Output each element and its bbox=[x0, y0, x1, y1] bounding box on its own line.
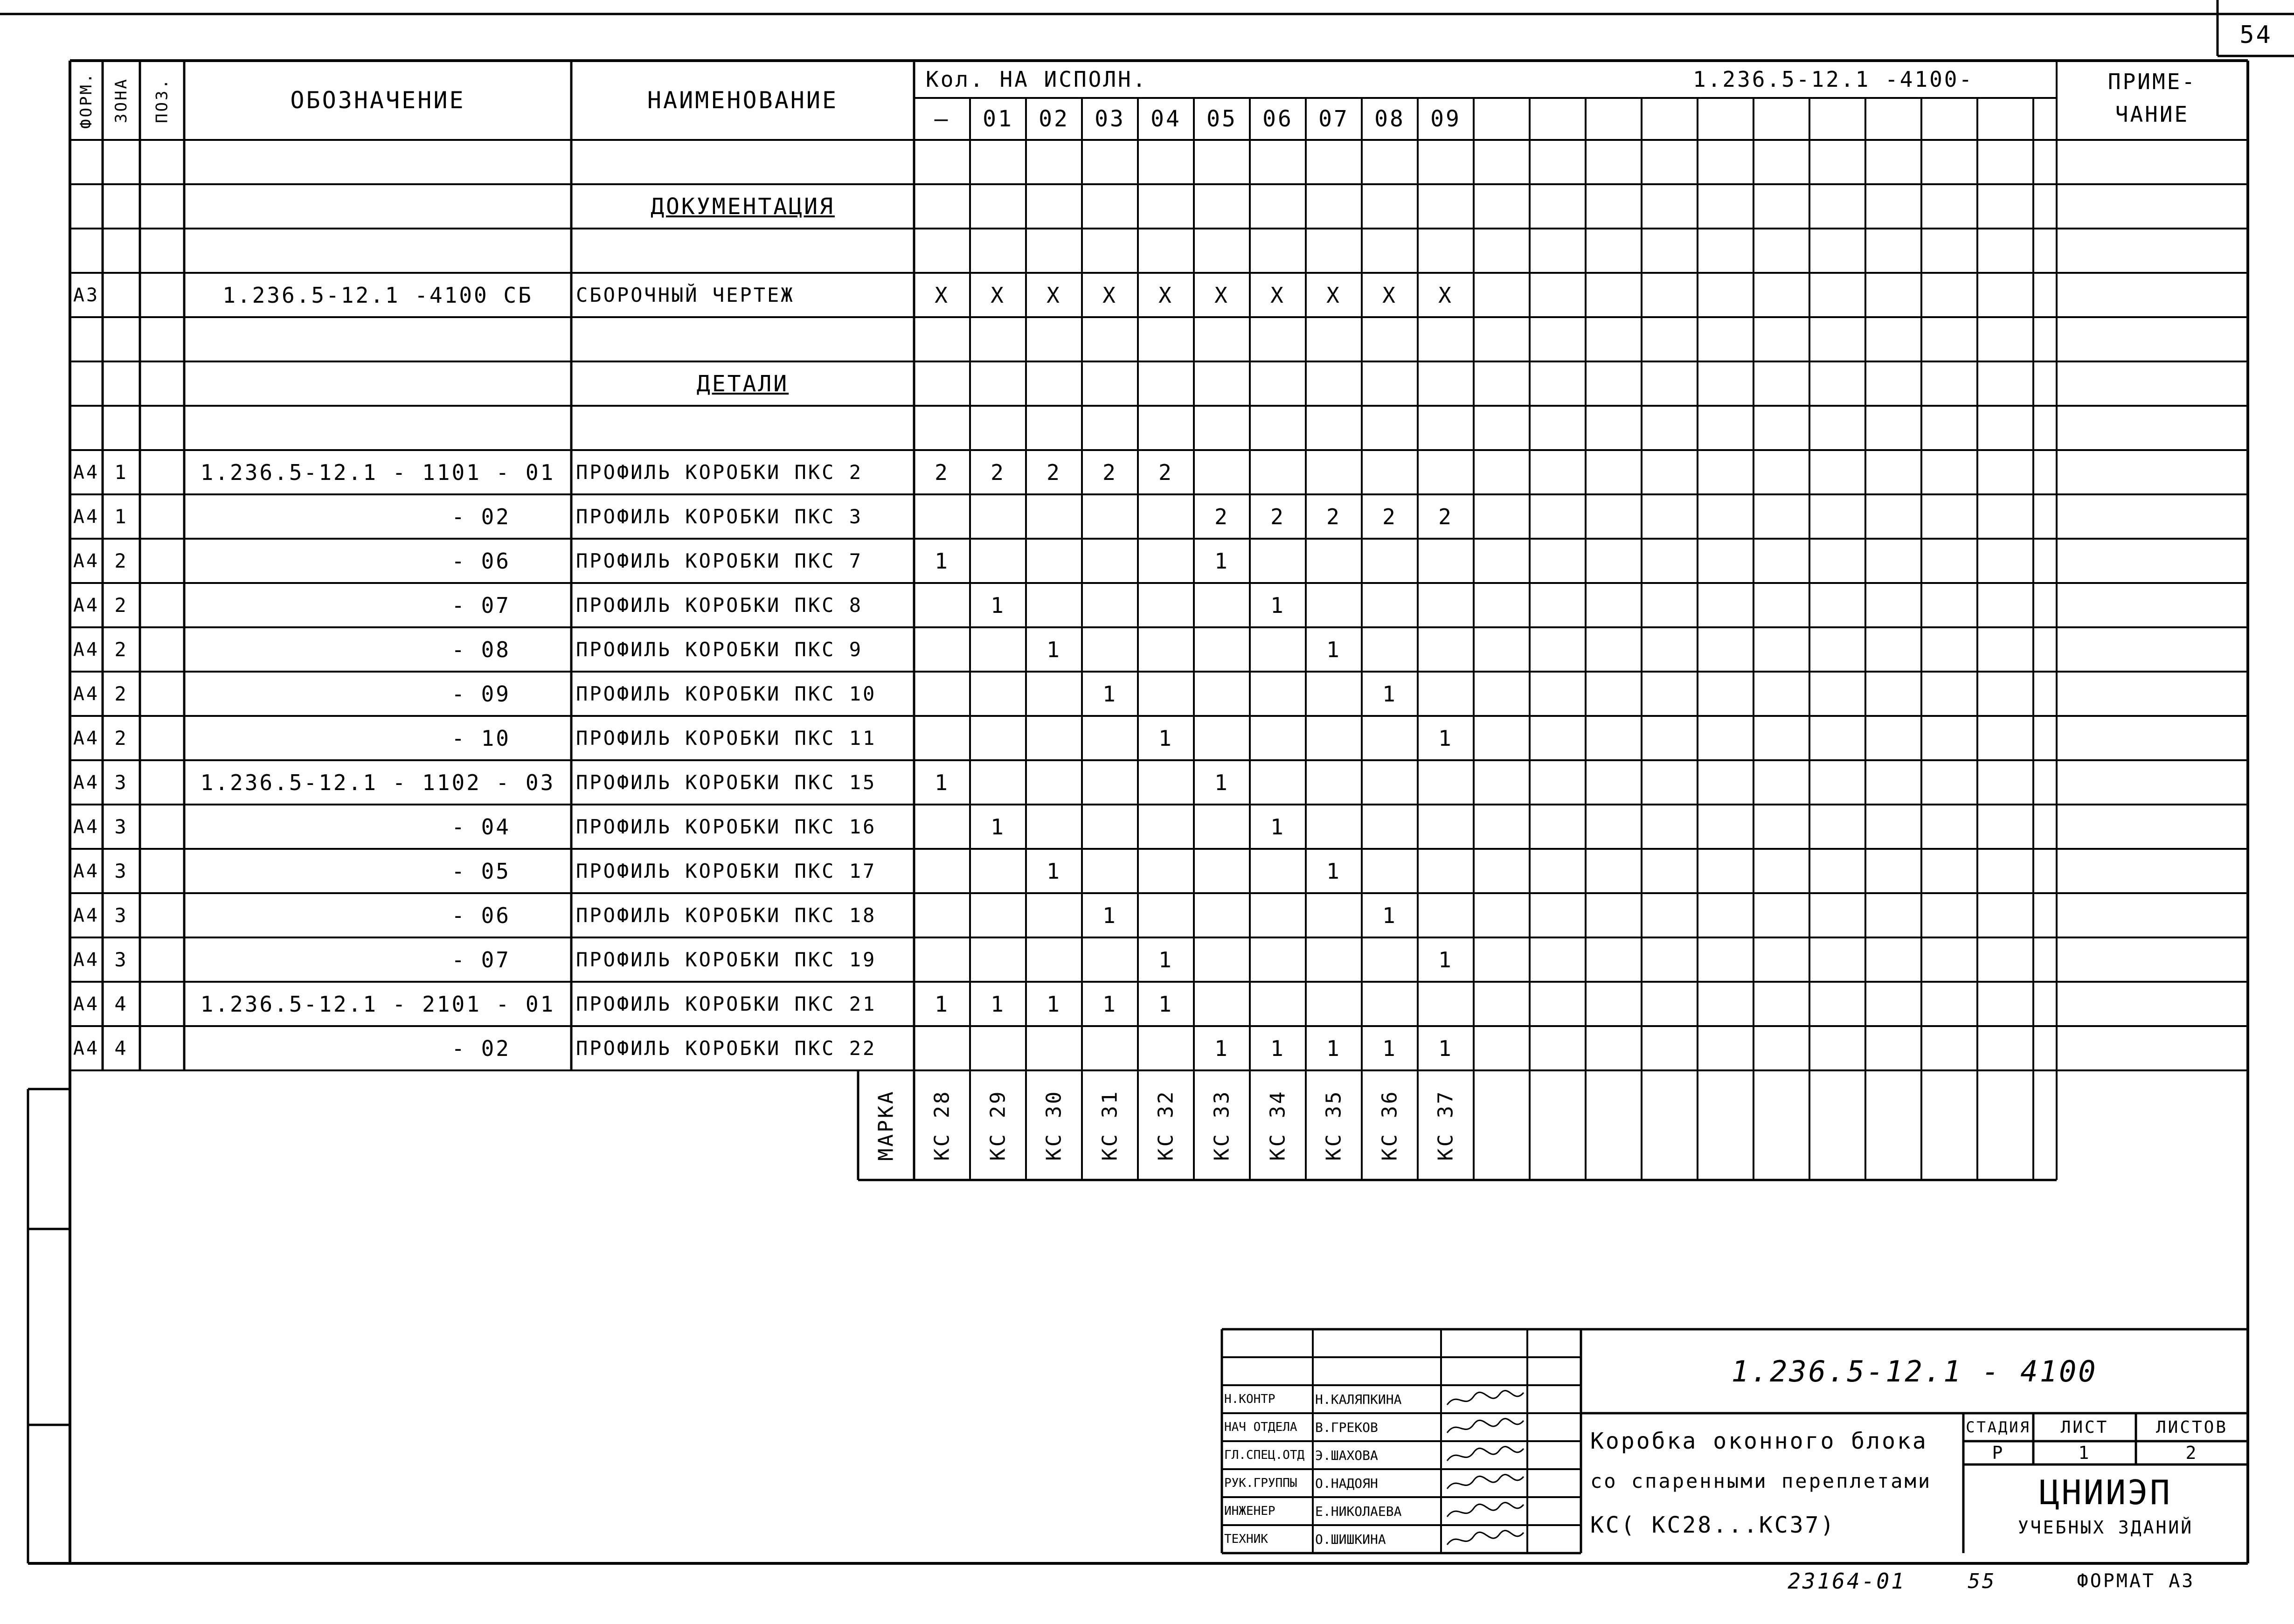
row-format: А4 bbox=[73, 993, 100, 1015]
row-qty-cell bbox=[1194, 893, 1250, 937]
row-qty-cell bbox=[1082, 760, 1138, 805]
row-qty-cell: X bbox=[1382, 282, 1397, 308]
signature-scribble bbox=[1443, 1442, 1527, 1468]
row-pos bbox=[140, 937, 184, 982]
header-doc-code: 1.236.5-12.1 -4100- bbox=[1693, 67, 1974, 92]
row-qty-cell: X bbox=[1326, 282, 1341, 308]
row-qty-cell bbox=[1250, 937, 1306, 982]
sheets-label: ЛИСТОВ bbox=[2155, 1417, 2228, 1437]
approval-name: О.ШИШКИНА bbox=[1315, 1531, 1386, 1547]
row-qty-cell bbox=[914, 716, 970, 760]
stage-label: СТАДИЯ bbox=[1966, 1418, 2031, 1436]
row-qty-cell: X bbox=[991, 282, 1005, 308]
approval-role: НАЧ ОТДЕЛА bbox=[1224, 1420, 1297, 1434]
header-designation: ОБОЗНАЧЕНИЕ bbox=[290, 87, 465, 114]
row-pos bbox=[140, 760, 184, 805]
row-qty-cell bbox=[914, 627, 970, 672]
row-qty-cell bbox=[1026, 893, 1082, 937]
row-qty-cell bbox=[1362, 716, 1418, 760]
row-qty-cell: 2 bbox=[991, 459, 1005, 485]
variant-header: 08 bbox=[1374, 106, 1405, 132]
header-note-1: ПРИМЕ- bbox=[2107, 69, 2197, 94]
approval-role: РУК.ГРУППЫ bbox=[1224, 1476, 1297, 1490]
row-format: А4 bbox=[73, 461, 100, 483]
row-qty-cell: 1 bbox=[1438, 725, 1453, 751]
row-qty-cell: 2 bbox=[1326, 504, 1341, 529]
row-qty-cell: 1 bbox=[1158, 991, 1173, 1017]
row-name: ПРОФИЛЬ КОРОБКИ ПКС 17 bbox=[576, 860, 877, 882]
row-qty-cell bbox=[1306, 716, 1362, 760]
header-zone: ЗОНА bbox=[112, 77, 131, 123]
row-qty-cell: X bbox=[1047, 282, 1061, 308]
variant-header: 02 bbox=[1039, 106, 1069, 132]
row-qty-cell: 2 bbox=[1102, 459, 1117, 485]
row-qty-cell bbox=[1250, 982, 1306, 1026]
row-qty-cell bbox=[1026, 805, 1082, 849]
row-qty-cell bbox=[1194, 450, 1250, 494]
row-name: ПРОФИЛЬ КОРОБКИ ПКС 10 bbox=[576, 682, 877, 705]
row-format: А4 bbox=[73, 771, 100, 793]
marka-value: КС 29 bbox=[986, 1090, 1010, 1161]
marka-value: КС 34 bbox=[1266, 1090, 1290, 1161]
row-qty-cell bbox=[1362, 627, 1418, 672]
row-pos bbox=[140, 494, 184, 539]
variant-header: 01 bbox=[983, 106, 1013, 132]
row-format: А4 bbox=[73, 904, 100, 926]
approval-name: О.НАДОЯН bbox=[1315, 1475, 1378, 1491]
row-qty-cell bbox=[1362, 805, 1418, 849]
row-pos bbox=[140, 450, 184, 494]
row-qty-cell: 2 bbox=[1214, 504, 1229, 529]
row-qty-cell bbox=[1306, 539, 1362, 583]
row-qty-cell: 1 bbox=[1438, 1035, 1453, 1061]
row-qty-cell bbox=[1026, 937, 1082, 982]
row-qty-cell bbox=[1362, 583, 1418, 627]
row-qty-cell: 1 bbox=[991, 592, 1005, 618]
row-qty-cell bbox=[914, 1026, 970, 1070]
row-name: ПРОФИЛЬ КОРОБКИ ПКС 21 bbox=[576, 992, 877, 1015]
row-qty-cell bbox=[970, 937, 1026, 982]
row-qty-cell: 1 bbox=[1326, 1035, 1341, 1061]
row-qty-cell bbox=[1306, 450, 1362, 494]
row-qty-cell: 1 bbox=[1326, 637, 1341, 662]
row-qty-cell: 1 bbox=[1270, 592, 1285, 618]
row-designation: - 04 bbox=[451, 814, 511, 840]
title-line-2: со спаренными переплетами bbox=[1590, 1469, 1932, 1492]
row-qty-cell bbox=[1138, 494, 1194, 539]
row-name: ПРОФИЛЬ КОРОБКИ ПКС 19 bbox=[576, 948, 877, 971]
row-qty-cell: X bbox=[1438, 282, 1453, 308]
marka-value: КС 32 bbox=[1154, 1090, 1178, 1161]
row-pos bbox=[140, 672, 184, 716]
row-format: А4 bbox=[73, 594, 100, 616]
row-qty-cell bbox=[1082, 1026, 1138, 1070]
row-qty-cell: 1 bbox=[1326, 858, 1341, 884]
row-qty-cell bbox=[1026, 716, 1082, 760]
row-qty-cell bbox=[1250, 450, 1306, 494]
row-pos bbox=[140, 583, 184, 627]
approval-name: Е.НИКОЛАЕВА bbox=[1315, 1503, 1402, 1519]
marka-value: КС 36 bbox=[1378, 1090, 1402, 1161]
row-qty-cell bbox=[1418, 805, 1474, 849]
row-qty-cell bbox=[1306, 982, 1362, 1026]
row-qty-cell: 2 bbox=[935, 459, 949, 485]
row-qty-cell bbox=[970, 672, 1026, 716]
row-pos bbox=[140, 273, 184, 317]
row-qty-cell bbox=[1418, 450, 1474, 494]
row-qty-cell: 1 bbox=[1270, 814, 1285, 840]
row-qty-cell: 2 bbox=[1438, 504, 1453, 529]
row-name: ПРОФИЛЬ КОРОБКИ ПКС 8 bbox=[576, 594, 863, 617]
row-qty-cell bbox=[1082, 805, 1138, 849]
row-qty-cell bbox=[1194, 672, 1250, 716]
row-qty-cell bbox=[914, 937, 970, 982]
row-designation: 1.236.5-12.1 - 1102 - 03 bbox=[200, 770, 555, 795]
row-qty-cell bbox=[1362, 450, 1418, 494]
row-format: А4 bbox=[73, 816, 100, 838]
row-qty-cell bbox=[1026, 494, 1082, 539]
row-pos bbox=[140, 982, 184, 1026]
row-qty-cell bbox=[1138, 627, 1194, 672]
row-qty-cell bbox=[1138, 849, 1194, 893]
row-qty-cell bbox=[1082, 716, 1138, 760]
row-qty-cell bbox=[1250, 849, 1306, 893]
row-name: ПРОФИЛЬ КОРОБКИ ПКС 7 bbox=[576, 549, 863, 572]
row-qty-cell bbox=[1250, 627, 1306, 672]
row-qty-cell bbox=[1138, 672, 1194, 716]
marka-value: КС 31 bbox=[1098, 1090, 1122, 1161]
row-qty-cell bbox=[1026, 672, 1082, 716]
row-qty-cell bbox=[970, 849, 1026, 893]
org-name-2: УЧЕБНЫХ ЗДАНИЙ bbox=[2017, 1517, 2194, 1538]
variant-header: 05 bbox=[1206, 106, 1237, 132]
row-qty-cell bbox=[1250, 672, 1306, 716]
row-zone: 4 bbox=[114, 992, 128, 1015]
row-qty-cell: 1 bbox=[1047, 637, 1061, 662]
row-designation: - 08 bbox=[451, 637, 511, 662]
header-qty: Кол. НА ИСПОЛН. bbox=[926, 67, 1148, 92]
row-qty-cell bbox=[970, 716, 1026, 760]
signature-scribble bbox=[1443, 1386, 1527, 1412]
variant-header: 03 bbox=[1095, 106, 1125, 132]
title-doc-code: 1.236.5-12.1 - 4100 bbox=[1731, 1354, 2098, 1388]
variant-header: — bbox=[934, 106, 950, 132]
row-pos bbox=[140, 627, 184, 672]
approval-role: ТЕХНИК bbox=[1224, 1532, 1268, 1546]
row-qty-cell: 1 bbox=[1102, 902, 1117, 928]
row-format: А4 bbox=[73, 550, 100, 572]
row-qty-cell bbox=[1138, 583, 1194, 627]
row-zone: 3 bbox=[114, 815, 128, 838]
row-zone: 2 bbox=[114, 638, 128, 661]
marka-value: КС 30 bbox=[1042, 1090, 1066, 1161]
signature-scribble bbox=[1443, 1498, 1527, 1524]
row-qty-cell: 1 bbox=[1214, 548, 1229, 574]
row-qty-cell bbox=[1026, 1026, 1082, 1070]
row-format: А4 bbox=[73, 727, 100, 749]
row-qty-cell: 1 bbox=[1102, 991, 1117, 1017]
row-qty-cell bbox=[1194, 583, 1250, 627]
header-name: НАИМЕНОВАНИЕ bbox=[647, 87, 839, 114]
row-qty-cell bbox=[970, 893, 1026, 937]
row-zone: 2 bbox=[114, 682, 128, 705]
row-name: ПРОФИЛЬ КОРОБКИ ПКС 9 bbox=[576, 638, 863, 661]
row-qty-cell: 1 bbox=[935, 770, 949, 795]
row-format: А4 bbox=[73, 860, 100, 882]
row-name: ПРОФИЛЬ КОРОБКИ ПКС 18 bbox=[576, 904, 877, 927]
row-format: А4 bbox=[73, 1037, 100, 1059]
row-format: А3 bbox=[73, 284, 100, 306]
org-name-1: ЦНИИЭП bbox=[2039, 1473, 2172, 1512]
marka-label: МАРКА bbox=[874, 1090, 898, 1161]
row-qty-cell bbox=[1362, 760, 1418, 805]
row-qty-cell: 2 bbox=[1158, 459, 1173, 485]
approval-role: ИНЖЕНЕР bbox=[1224, 1504, 1275, 1518]
row-qty-cell bbox=[1306, 893, 1362, 937]
row-zone: 1 bbox=[114, 461, 128, 484]
variant-header: 06 bbox=[1262, 106, 1293, 132]
row-qty-cell bbox=[1138, 1026, 1194, 1070]
section-documentation: ДОКУМЕНТАЦИЯ bbox=[651, 193, 835, 220]
row-name: ПРОФИЛЬ КОРОБКИ ПКС 3 bbox=[576, 505, 863, 528]
row-qty-cell bbox=[970, 760, 1026, 805]
row-designation: - 07 bbox=[451, 947, 511, 972]
row-qty-cell bbox=[1194, 805, 1250, 849]
title-line-3: КС( КС28...КС37) bbox=[1590, 1512, 1836, 1538]
row-qty-cell: 1 bbox=[935, 991, 949, 1017]
row-qty-cell: X bbox=[1158, 282, 1173, 308]
variant-header: 09 bbox=[1430, 106, 1461, 132]
row-qty-cell: 1 bbox=[1438, 947, 1453, 972]
row-qty-cell bbox=[1194, 849, 1250, 893]
variant-header: 07 bbox=[1318, 106, 1349, 132]
row-qty-cell bbox=[1418, 539, 1474, 583]
row-pos bbox=[140, 539, 184, 583]
title-line-1: Коробка оконного блока bbox=[1590, 1428, 1928, 1454]
row-qty-cell bbox=[1250, 539, 1306, 583]
row-designation: 1.236.5-12.1 - 2101 - 01 bbox=[200, 991, 555, 1017]
row-qty-cell bbox=[1362, 937, 1418, 982]
row-pos bbox=[140, 716, 184, 760]
row-qty-cell bbox=[914, 583, 970, 627]
row-qty-cell bbox=[970, 1026, 1026, 1070]
row-qty-cell bbox=[1306, 583, 1362, 627]
row-qty-cell bbox=[1418, 583, 1474, 627]
row-designation: - 05 bbox=[451, 858, 511, 884]
row-qty-cell: 1 bbox=[1158, 725, 1173, 751]
row-name: ПРОФИЛЬ КОРОБКИ ПКС 2 bbox=[576, 461, 863, 484]
approval-name: Э.ШАХОВА bbox=[1315, 1447, 1378, 1463]
format-label: ФОРМАТ А3 bbox=[2077, 1570, 2195, 1592]
row-qty-cell: 1 bbox=[1382, 1035, 1397, 1061]
row-qty-cell: 1 bbox=[991, 814, 1005, 840]
row-pos bbox=[140, 805, 184, 849]
row-qty-cell: 1 bbox=[991, 991, 1005, 1017]
row-qty-cell bbox=[1194, 982, 1250, 1026]
row-qty-cell bbox=[1138, 539, 1194, 583]
row-zone: 3 bbox=[114, 860, 128, 882]
marka-value: КС 33 bbox=[1210, 1090, 1234, 1161]
row-qty-cell: 1 bbox=[1214, 770, 1229, 795]
row-qty-cell bbox=[1362, 539, 1418, 583]
row-zone: 2 bbox=[114, 727, 128, 750]
row-qty-cell bbox=[1138, 805, 1194, 849]
row-qty-cell bbox=[1026, 539, 1082, 583]
row-qty-cell: X bbox=[1270, 282, 1285, 308]
row-designation: - 02 bbox=[451, 1035, 511, 1061]
row-zone: 2 bbox=[114, 594, 128, 617]
row-designation: - 07 bbox=[451, 592, 511, 618]
row-qty-cell: 1 bbox=[1158, 947, 1173, 972]
row-qty-cell bbox=[1418, 627, 1474, 672]
row-qty-cell bbox=[1418, 982, 1474, 1026]
row-qty-cell bbox=[914, 672, 970, 716]
marka-value: КС 37 bbox=[1434, 1090, 1458, 1161]
row-qty-cell bbox=[914, 849, 970, 893]
row-qty-cell: 1 bbox=[1382, 902, 1397, 928]
row-designation: - 09 bbox=[451, 681, 511, 707]
row-qty-cell: X bbox=[935, 282, 949, 308]
variant-header: 04 bbox=[1150, 106, 1181, 132]
row-qty-cell: X bbox=[1102, 282, 1117, 308]
row-qty-cell: 2 bbox=[1047, 459, 1061, 485]
page-number: 55 bbox=[1968, 1569, 1996, 1593]
row-qty-cell: 1 bbox=[1214, 1035, 1229, 1061]
row-qty-cell bbox=[1082, 937, 1138, 982]
row-name: ПРОФИЛЬ КОРОБКИ ПКС 16 bbox=[576, 815, 877, 838]
row-qty-cell bbox=[1082, 583, 1138, 627]
sheet-number-top: 54 bbox=[2239, 21, 2273, 49]
header-pos: ПОЗ. bbox=[152, 77, 172, 123]
row-designation: 1.236.5-12.1 - 1101 - 01 bbox=[200, 459, 555, 485]
signature-scribble bbox=[1443, 1470, 1527, 1496]
row-designation: - 02 bbox=[451, 504, 511, 529]
row-qty-cell: 1 bbox=[1047, 858, 1061, 884]
row-name: ПРОФИЛЬ КОРОБКИ ПКС 15 bbox=[576, 771, 877, 794]
row-qty-cell bbox=[1082, 627, 1138, 672]
row-format: А4 bbox=[73, 638, 100, 660]
row-qty-cell bbox=[1082, 539, 1138, 583]
row-qty-cell bbox=[1250, 760, 1306, 805]
row-zone: 3 bbox=[114, 948, 128, 971]
row-qty-cell bbox=[1194, 716, 1250, 760]
row-format: А4 bbox=[73, 506, 100, 527]
row-qty-cell bbox=[1194, 627, 1250, 672]
row-qty-cell bbox=[1306, 672, 1362, 716]
header-format: ФОРМ. bbox=[77, 71, 96, 129]
row-qty-cell bbox=[1138, 893, 1194, 937]
stage-value: Р bbox=[1992, 1443, 2005, 1463]
row-zone: 3 bbox=[114, 771, 128, 794]
row-name: ПРОФИЛЬ КОРОБКИ ПКС 22 bbox=[576, 1037, 877, 1060]
approval-role: ГЛ.СПЕЦ.ОТД bbox=[1224, 1448, 1305, 1462]
row-pos bbox=[140, 849, 184, 893]
row-qty-cell bbox=[1250, 716, 1306, 760]
row-zone: 1 bbox=[114, 505, 128, 528]
approval-role: Н.КОНТР bbox=[1224, 1392, 1275, 1406]
sheet-value: 1 bbox=[2078, 1443, 2091, 1463]
row-qty-cell: 1 bbox=[1270, 1035, 1285, 1061]
row-format: А4 bbox=[73, 949, 100, 971]
row-zone bbox=[103, 273, 140, 317]
inventory-number: 23164-01 bbox=[1788, 1568, 1906, 1594]
row-pos bbox=[140, 1026, 184, 1070]
row-qty-cell bbox=[1418, 849, 1474, 893]
row-pos bbox=[140, 893, 184, 937]
row-qty-cell bbox=[1026, 583, 1082, 627]
row-designation: 1.236.5-12.1 -4100 СБ bbox=[222, 282, 533, 308]
row-qty-cell bbox=[914, 893, 970, 937]
row-qty-cell bbox=[1418, 893, 1474, 937]
row-qty-cell bbox=[1026, 760, 1082, 805]
sheet-label: ЛИСТ bbox=[2060, 1417, 2109, 1437]
row-qty-cell bbox=[1418, 760, 1474, 805]
marka-value: КС 35 bbox=[1322, 1090, 1346, 1161]
row-zone: 3 bbox=[114, 904, 128, 927]
approval-name: Н.КАЛЯПКИНА bbox=[1315, 1391, 1402, 1407]
row-qty-cell bbox=[1362, 849, 1418, 893]
approval-name: В.ГРЕКОВ bbox=[1315, 1419, 1378, 1435]
sheets-value: 2 bbox=[2185, 1443, 2198, 1463]
row-qty-cell bbox=[914, 805, 970, 849]
header-note-2: ЧАНИЕ bbox=[2115, 102, 2190, 127]
row-qty-cell bbox=[914, 494, 970, 539]
section-parts: ДЕТАЛИ bbox=[696, 370, 789, 397]
row-qty-cell bbox=[1418, 672, 1474, 716]
row-name: СБОРОЧНЫЙ ЧЕРТЕЖ bbox=[576, 284, 795, 306]
row-qty-cell: 1 bbox=[1382, 681, 1397, 707]
row-qty-cell: 1 bbox=[1047, 991, 1061, 1017]
row-qty-cell: 2 bbox=[1270, 504, 1285, 529]
row-qty-cell bbox=[1306, 937, 1362, 982]
row-qty-cell bbox=[970, 627, 1026, 672]
signature-scribble bbox=[1443, 1526, 1527, 1552]
row-zone: 4 bbox=[114, 1037, 128, 1060]
row-name: ПРОФИЛЬ КОРОБКИ ПКС 11 bbox=[576, 727, 877, 750]
row-qty-cell bbox=[1082, 494, 1138, 539]
row-qty-cell bbox=[970, 494, 1026, 539]
row-designation: - 06 bbox=[451, 902, 511, 928]
row-qty-cell bbox=[970, 539, 1026, 583]
row-qty-cell: 1 bbox=[1102, 681, 1117, 707]
marka-value: КС 28 bbox=[930, 1090, 954, 1161]
row-qty-cell bbox=[1306, 760, 1362, 805]
row-qty-cell bbox=[1362, 982, 1418, 1026]
row-qty-cell: X bbox=[1214, 282, 1229, 308]
row-designation: - 06 bbox=[451, 548, 511, 574]
row-zone: 2 bbox=[114, 549, 128, 572]
row-qty-cell bbox=[1194, 937, 1250, 982]
row-format: А4 bbox=[73, 683, 100, 705]
row-qty-cell: 2 bbox=[1382, 504, 1397, 529]
row-qty-cell bbox=[1138, 760, 1194, 805]
row-designation: - 10 bbox=[451, 725, 511, 751]
row-qty-cell bbox=[1082, 849, 1138, 893]
signature-scribble bbox=[1443, 1414, 1527, 1440]
row-qty-cell bbox=[1250, 893, 1306, 937]
row-qty-cell: 1 bbox=[935, 548, 949, 574]
row-qty-cell bbox=[1306, 805, 1362, 849]
